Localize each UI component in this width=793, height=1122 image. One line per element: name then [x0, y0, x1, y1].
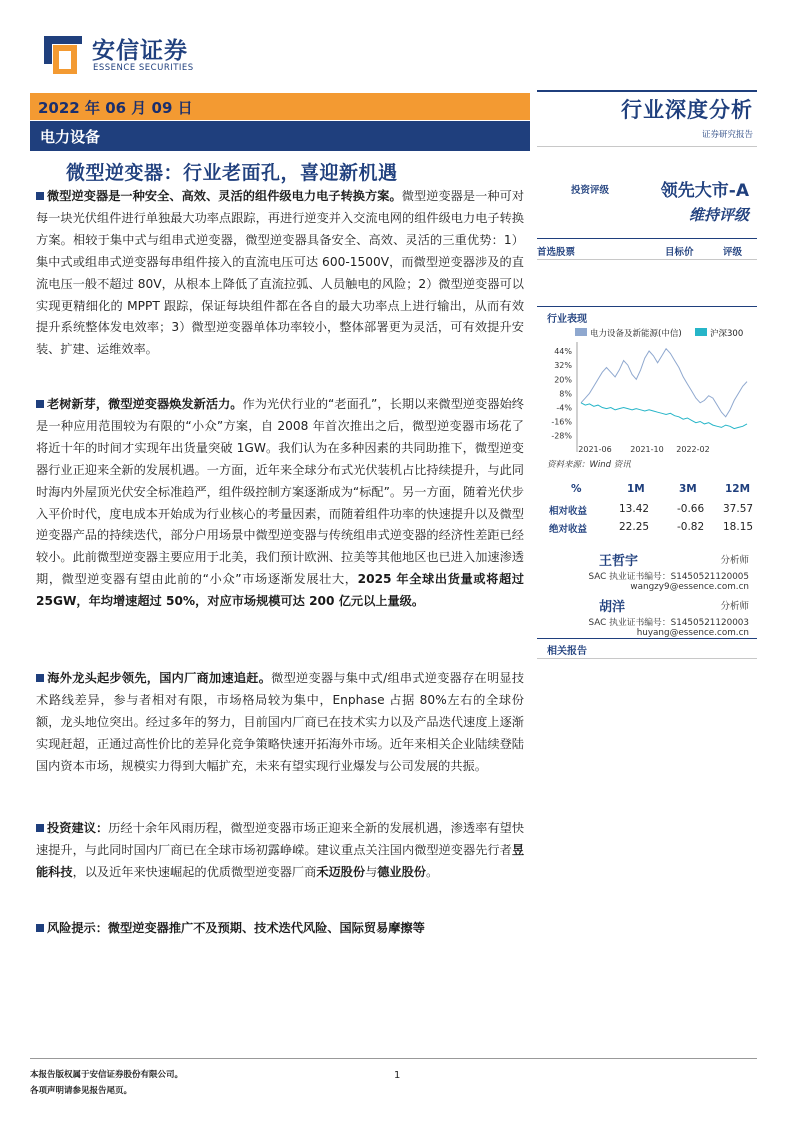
perf-header-cell: 12M: [725, 483, 751, 495]
analyst-role: 分析师: [720, 555, 749, 566]
perf-table-row: [537, 502, 757, 520]
paragraph-lead: 微型逆变器是一种安全、高效、灵活的组件级电力电子转换方案。: [47, 189, 402, 203]
bullet-square-icon: [36, 924, 44, 932]
pick-table-header: [537, 238, 757, 260]
perf-cell: 22.25: [619, 521, 650, 533]
brand-logo-mark: [42, 34, 84, 74]
pick-header-rating: 评级: [723, 247, 743, 258]
footer-divider: [30, 1058, 757, 1059]
bullet-square-icon: [36, 192, 44, 200]
bullet-square-icon: [36, 400, 44, 408]
y-tick-label: -16%: [551, 417, 572, 427]
x-tick-label: 2021-10: [630, 445, 664, 454]
paragraph-body: 作为光伏行业的“老面孔”，长期以来微型逆变器始终是一种应用范围较为有限的“小众”方案，自 2008 年首次推出之后，微型逆变器市场花了将近十年的时间才实现年出货量突破 1GW。我们认为在多种因素的共同助推下，微型逆变器行业正迎来全新的发展机遇。一方面，近年来全球分布式光伏装机占比持续提升，与此同时海内外屋顶光伏安全标准趋严，组件级控制方案逐渐成为“标配”。另一方面，随着光伏步入平价时代，度电成本开始成为行业核心的考量因素，而随着组件功率的快速提升以及微型逆变器产品的持续迭代，部分户用场景中微型逆变器与传统组串式逆变器的经济性差距已经较小。此前微型逆变器主要应用于北美，我们预计欧洲、拉美等其他地区也已进入加速渗透期，微型逆变器有望由此前的“小众”市场逐渐发展壮大，: [36, 397, 524, 587]
x-tick-label: 2021-06: [578, 445, 612, 454]
analyst-sac: SAC 执业证书编号：S1450521120005: [588, 572, 749, 582]
perf-header-cell: 1M: [627, 483, 645, 495]
paragraph-lead: 海外龙头起步领先，国内厂商加速追赶。: [47, 671, 272, 685]
perf-header-cell: %: [571, 483, 582, 495]
stock-name: 昱能科技: [36, 842, 524, 879]
perf-table-header: [537, 482, 757, 500]
report-date: 2022 年 06 月 09 日: [38, 99, 193, 117]
series-line-2: [581, 403, 747, 429]
perf-cell: 13.42: [619, 503, 650, 515]
divider: [537, 306, 757, 307]
legend-label-series-2: 沪深300: [710, 329, 744, 339]
perf-row-label: 绝对收益: [549, 524, 588, 535]
paragraph-lead: 风险提示：微型逆变器推广不及预期、技术迭代风险、国际贸易摩擦等: [47, 921, 425, 935]
paragraph-body: 微型逆变器是一种可对每一块光伏组件进行单独最大功率点跟踪，再进行逆变并入交流电网的组件级电力电子转换方案。相较于集中式与组串式逆变器，微型逆变器具备安全、高效、灵活的三重优势：1）集中式或组串式逆变器每串组件接入的直流电压可达 600-1500V，而微型逆变器涉及的直流电压一般不超过 80V，从根本上降低了直流拉弧、人员触电的风险；2）微型逆变器可以实现更精细化的 MPPT 跟踪，保证每块组件都在各自的最大功率点上进行输出，从而有效提升系统整体发电效率；3）微型逆变器单体功率较小，整体部署更为灵活，可有效提升安装、扩建、运维效率。: [36, 189, 525, 357]
y-tick-label: 8%: [559, 389, 572, 399]
paragraph-4: [36, 818, 524, 884]
footer-copyright: 本报告版权属于安信证券股份有限公司。: [30, 1070, 184, 1080]
analyst-email[interactable]: huyang@essence.com.cn: [636, 628, 749, 638]
y-tick-label: -28%: [551, 431, 572, 441]
paragraph-body: ，以及近年来快速崛起的优质微型逆变器厂商: [72, 864, 317, 879]
perf-table-row: [537, 520, 757, 538]
paragraph-highlight: 2025 年全球出货量或将超过 25GW，年均增速超过 50%，对应市场规模可达 200 亿元以上量级。: [36, 572, 524, 609]
paragraph-body: 。: [426, 864, 439, 879]
y-tick-label: 20%: [554, 375, 572, 385]
analyst-email[interactable]: wangzy9@essence.com.cn: [630, 582, 749, 592]
perf-cell: -0.82: [677, 521, 705, 533]
perf-chart: [537, 326, 757, 456]
bullet-square-icon: [36, 674, 44, 682]
paragraph-body: 微型逆变器与集中式/组串式逆变器存在明显技术路线差异，参与者相对有限，市场格局较为集中，Enphase 占据 80%左右的全球份额，龙头地位突出。经过多年的努力，目前国内厂商已在技术实力以及产品迭代速度上逐渐实现赶超，正通过高性价比的差异化竞争策略快速开拓海外市场。近年来相关企业陆续登陆国内资本市场，规模实力得到大幅扩充，未来有望实现行业爆发与公司发展的共振。: [36, 671, 525, 773]
rating-value: 领先大市-A: [660, 181, 749, 201]
y-tick-label: -4%: [556, 403, 572, 413]
analyst-name: 胡洋: [599, 600, 626, 615]
rating-label: 投资评级: [571, 185, 610, 196]
perf-cell: 37.57: [723, 503, 754, 515]
y-tick-label: 44%: [554, 347, 572, 357]
sector-bar: [30, 121, 530, 151]
analyst-sac: SAC 执业证书编号：S1450521120003: [588, 618, 749, 628]
brand-name-cn: 安信证券: [92, 38, 188, 64]
paragraph-3: [36, 668, 524, 778]
paragraph-2: [36, 394, 524, 613]
page-number: 1: [394, 1070, 401, 1081]
paragraph-5: [36, 918, 524, 940]
brand-name-en: ESSENCE SECURITIES: [93, 63, 194, 73]
paragraph-lead: 投资建议：: [47, 821, 109, 835]
date-bar: [30, 93, 530, 120]
brand-logo: [42, 30, 222, 78]
related-reports-title: 相关报告: [547, 646, 587, 657]
perf-cell: -0.66: [677, 503, 705, 515]
perf-title: 行业表现: [547, 314, 587, 325]
report-title: 行业深度分析: [621, 98, 753, 122]
analyst-role: 分析师: [720, 601, 749, 612]
stock-name: 德业股份: [377, 864, 426, 879]
legend-swatch-series-2: [695, 328, 707, 336]
paragraph-1: [36, 186, 524, 361]
divider: [537, 90, 757, 92]
pick-header-target: 目标价: [665, 247, 694, 258]
series-line-1: [581, 349, 747, 417]
legend-swatch-series-1: [575, 328, 587, 336]
stock-name: 禾迈股份: [316, 864, 366, 879]
divider: [537, 658, 757, 659]
chart-source: 资料来源：Wind 资讯: [547, 460, 631, 470]
divider: [537, 638, 757, 639]
x-tick-label: 2022-02: [676, 445, 710, 454]
pick-header-stock: 首选股票: [537, 247, 576, 258]
y-tick-label: 32%: [554, 361, 572, 371]
sector-name: 电力设备: [40, 128, 101, 146]
paragraph-body: 历经十余年风雨历程，微型逆变器市场正迎来全新的发展机遇，渗透率有望快速提升，与此同时国内厂商已在全球市场初露峥嵘。建议重点关注国内微型逆变器先行者: [36, 821, 525, 857]
perf-chart-svg: [537, 326, 757, 456]
paragraph-body: 与: [365, 864, 378, 879]
bullet-square-icon: [36, 824, 44, 832]
perf-header-cell: 3M: [679, 483, 697, 495]
rating-row: [537, 176, 757, 200]
rating-action: 维持评级: [688, 206, 749, 224]
perf-cell: 18.15: [723, 521, 754, 533]
report-type: 证券研究报告: [701, 130, 753, 140]
perf-row-label: 相对收益: [549, 506, 588, 517]
paragraph-lead: 老树新芽，微型逆变器焕发新活力。: [47, 397, 243, 411]
footer-disclaimer: 各项声明请参见报告尾页。: [30, 1086, 133, 1096]
legend-label-series-1: 电力设备及新能源(中信): [590, 329, 682, 339]
analyst-name: 王哲宇: [599, 554, 639, 569]
divider: [537, 146, 757, 147]
headline: 微型逆变器：行业老面孔，喜迎新机遇: [66, 162, 398, 184]
